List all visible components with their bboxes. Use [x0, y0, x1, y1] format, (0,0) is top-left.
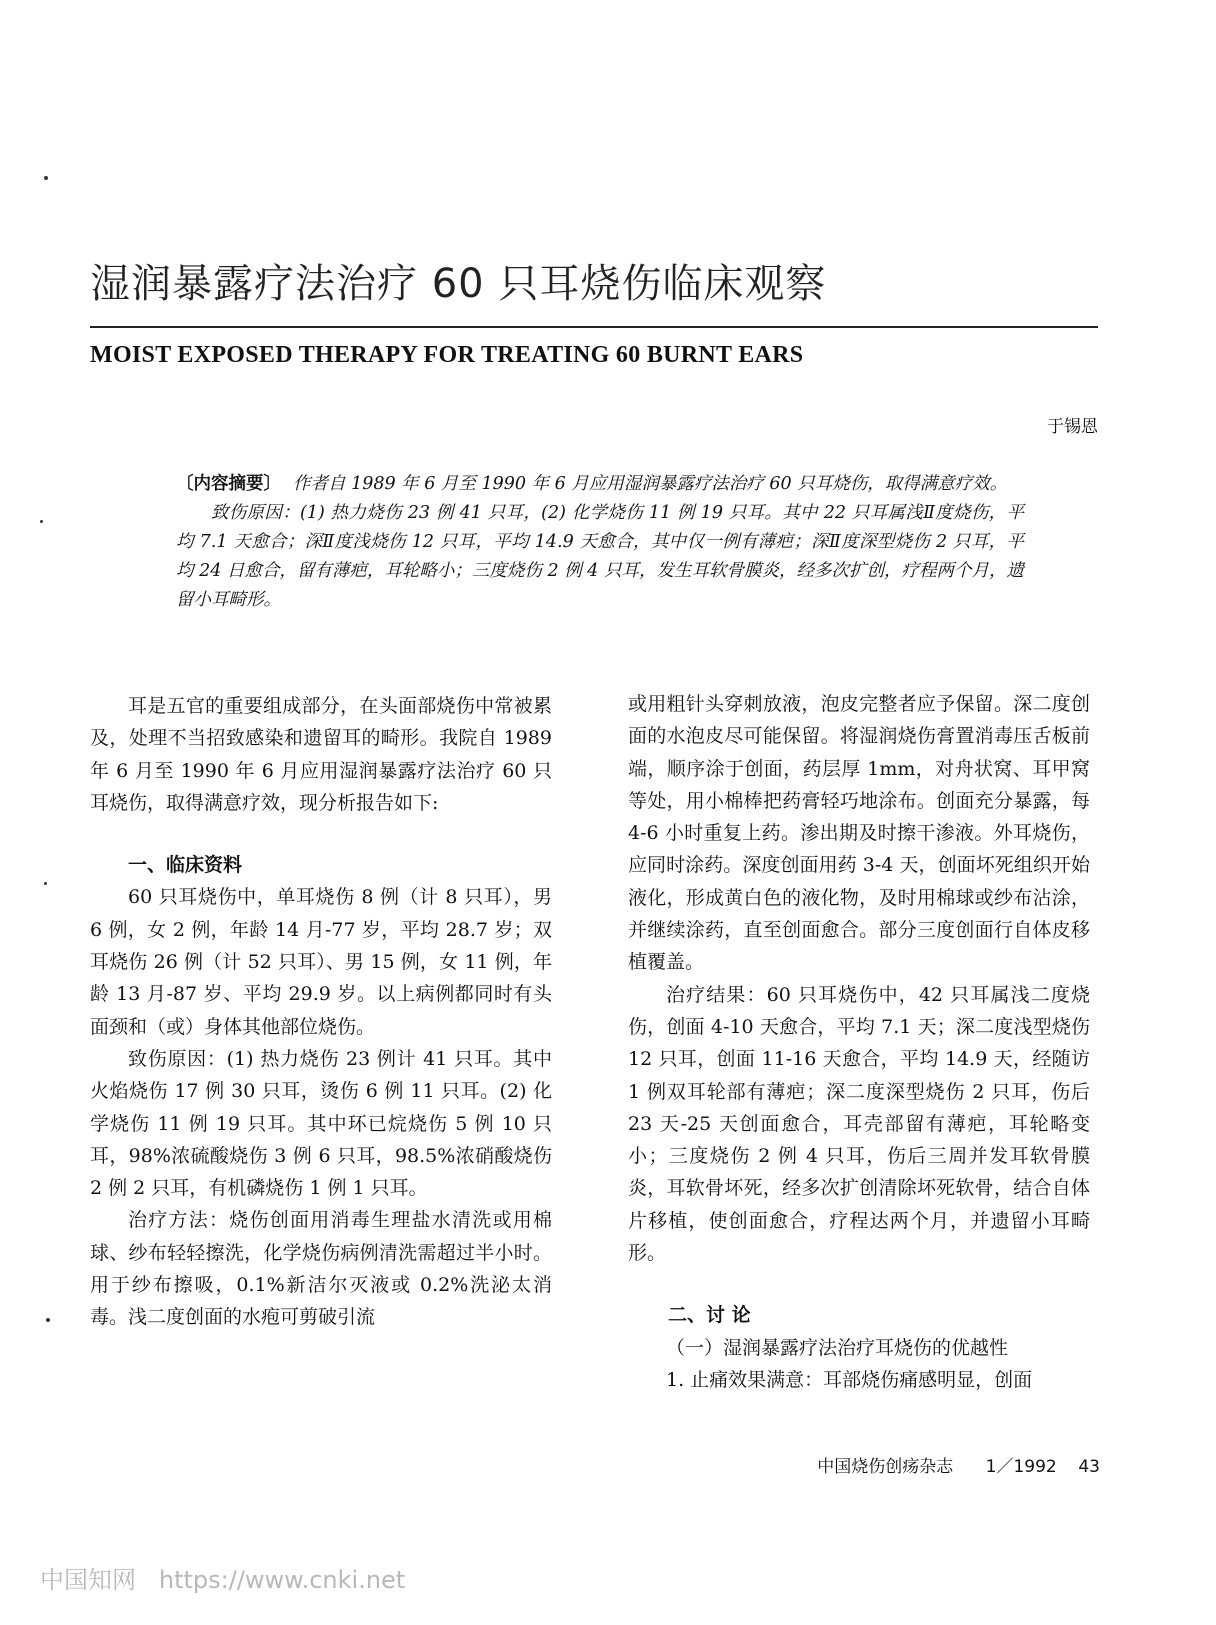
section-heading-clinical: 一、临床资料	[128, 854, 243, 877]
scan-speck	[40, 520, 43, 523]
abstract-text-1: 作者自 1989 年 6 月至 1990 年 6 月应用湿润暴露疗法治疗 60 只耳烧伤，取得满意疗效。	[293, 474, 1008, 494]
page-title: 湿润暴露疗法治疗 60 只耳烧伤临床观察	[90, 261, 827, 307]
scan-speck	[46, 1318, 50, 1322]
author-name: 于锡恩	[1047, 417, 1098, 437]
clinical-paragraph-3: 治疗方法：烧伤创面用消毒生理盐水清洗或用棉球、纱布轻轻擦洗，化学烧伤病例清洗需超过半小时。用于纱布擦吸，0.1%新洁尔灭液或 0.2%洗泌太消毒。浅二度创面的水疱可剪破引流	[90, 1209, 552, 1329]
clinical-paragraph-1: 60 只耳烧伤中，单耳烧伤 8 例（计 8 只耳），男 6 例，女 2 例，年龄 14 月-77 岁，平均 28.7 岁；双耳烧伤 26 例（计 52 只耳）、男 15 例，女 11 例，年龄 13 月-87 岁、平均 29.9 岁。以上病例都同时有头面颈和（或）身体其他部位烧伤。	[90, 886, 552, 1038]
english-title: MOIST EXPOSED THERAPY FOR TREATING 60 BURNT EARS	[90, 342, 804, 368]
page-number: 43	[1078, 1457, 1100, 1477]
section-heading-discussion: 二、讨 论	[668, 1304, 751, 1327]
discussion-paragraph-1: 1. 止痛效果满意：耳部烧伤痛感明显，创面	[666, 1368, 1033, 1391]
treatment-continued: 或用粗针头穿刺放液，泡皮完整者应予保留。深二度创面的水泡皮尽可能保留。将湿润烧伤膏置消毒压舌板前端，顺序涂于创面，药层厚 1mm，对舟状窝、耳甲窝等处，用小棉棒把药膏轻巧地涂布。创面充分暴露，每 4-6 小时重复上药。渗出期及时擦干渗液。外耳烧伤，应同时涂药。深度创面用药 3-4 天，创面坏死组织开始液化，形成黄白色的液化物，及时用棉球或纱布沾涂，并继续涂药，直至创面愈合。部分三度创面行自体皮移植覆盖。	[628, 693, 1090, 974]
journal-name: 中国烧伤创疡杂志	[817, 1457, 954, 1477]
clinical-paragraph-2: 致伤原因：(1) 热力烧伤 23 例计 41 只耳。其中火焰烧伤 17 例 30 只耳，烫伤 6 例 11 只耳。(2) 化学烧伤 11 例 19 只耳。其中环已烷烧伤 5 例 10 只耳，98%浓硫酸烧伤 3 例 6 只耳，98.5%浓硝酸烧伤 2 例 2 只耳，有机磷烧伤 1 例 1 只耳。	[90, 1047, 552, 1200]
abstract-label: 〔内容摘要〕	[176, 474, 281, 494]
cnki-watermark	[40, 1560, 405, 1595]
abstract-paragraph-1	[176, 470, 1024, 499]
scan-speck	[44, 176, 48, 180]
intro-paragraph: 耳是五官的重要组成部分，在头面部烧伤中常被累及，处理不当招致感染和遗留耳的畸形。我院自 1989 年 6 月至 1990 年 6 月应用湿润暴露疗法治疗 60 只耳烧伤，取得满意疗效，现分析报告如下:	[90, 695, 552, 814]
right-column	[628, 688, 1090, 1396]
scan-speck	[44, 882, 47, 885]
title-divider	[90, 326, 1098, 328]
page-footer	[817, 1452, 1100, 1477]
abstract-paragraph-2: 致伤原因：(1) 热力烧伤 23 例 41 只耳，(2) 化学烧伤 11 例 19 只耳。其中 22 只耳属浅Ⅱ度烧伤，平均 7.1 天愈合；深Ⅱ度浅烧伤 12 只耳，平均 14.9 天愈合，其中仅一例有薄疤；深Ⅱ度深型烧伤 2 只耳，平均 24 日愈合，留有薄疤，耳轮略小；三度烧伤 2 例 4 只耳，发生耳软骨膜炎，经多次扩创，疗程两个月，遗留小耳畸形。	[176, 503, 1024, 610]
subheading-advantages: （一）湿润暴露疗法治疗耳烧伤的优越性	[666, 1336, 1009, 1359]
abstract	[176, 470, 1024, 615]
left-column	[90, 690, 552, 1334]
watermark-url: https://www.cnki.net	[158, 1566, 406, 1594]
watermark-brand: 中国知网	[40, 1566, 136, 1594]
issue-number: 1／1992	[985, 1457, 1057, 1477]
results-paragraph: 治疗结果：60 只耳烧伤中，42 只耳属浅二度烧伤，创面 4-10 天愈合，平均 7.1 天；深二度浅型烧伤 12 只耳，创面 11-16 天愈合，平均 14.9 天，经随访 1 例双耳轮部有薄疤；深二度深型烧伤 2 只耳，伤后 23 天-25 天创面愈合，耳壳部留有薄疤，耳轮略变小；三度烧伤 2 例 4 只耳，伤后三周并发耳软骨膜炎，耳软骨坏死，经多次扩创清除坏死软骨，结合自体片移植，使创面愈合，疗程达两个月，并遗留小耳畸形。	[628, 983, 1090, 1265]
